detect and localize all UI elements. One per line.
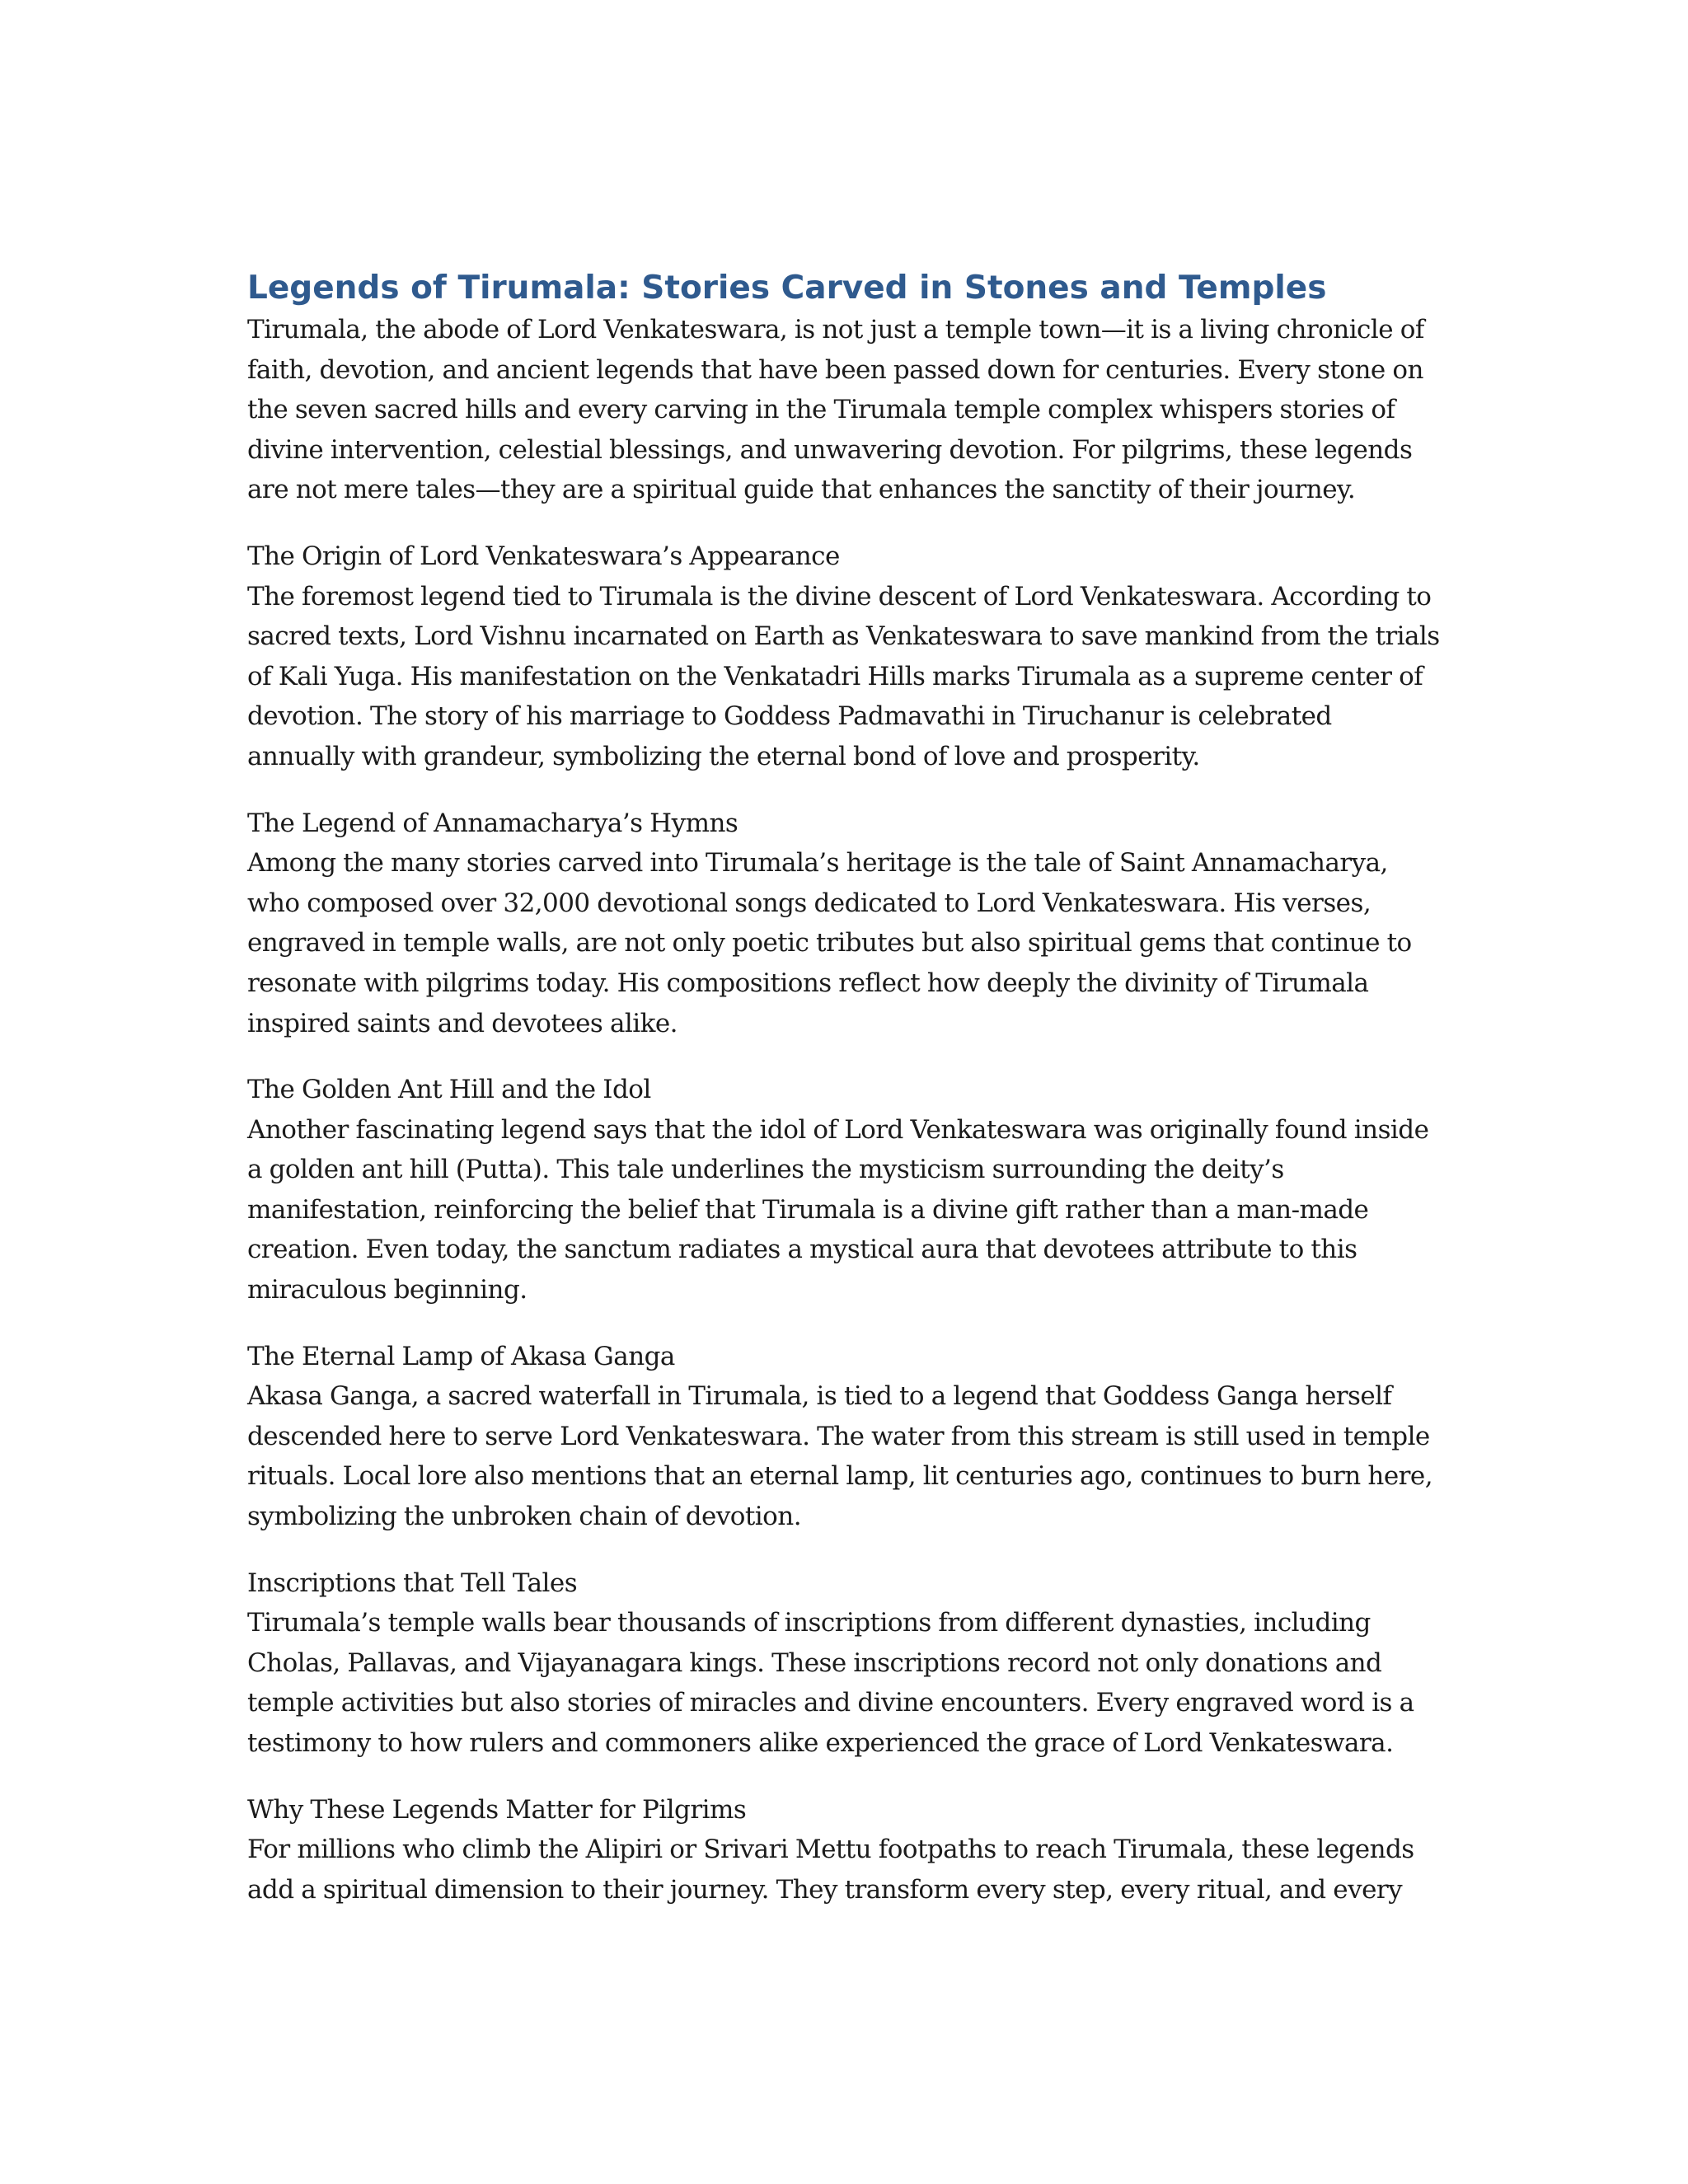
section-body: Tirumala’s temple walls bear thousands of inscriptions from different dynasties, including Cholas, Pallavas, and Vijayanagara kings. These inscriptions record not only donations and temple activities but also stories of miracles and divine encounters. Every engraved word is a testimony to how rulers and commoners alike experienced the grace of Lord Venkateswara. [247,1608,1414,1758]
section-why-legends-matter [247,1790,1442,1910]
section-golden-ant-hill [247,1070,1442,1310]
intro-paragraph: Tirumala, the abode of Lord Venkateswara, is not just a temple town—it is a living chronicle of faith, devotion, and ancient legends that have been passed down for centuries. Every stone on the seven sacred hills and every carving in the Tirumala temple complex whispers stories of divine intervention, celestial blessings, and unwavering devotion. For pilgrims, these legends are not mere tales—they are a spiritual guide that enhances the sanctity of their journey. [247,315,1424,505]
section-heading: The Legend of Annamacharya’s Hymns [247,808,738,838]
section-heading: The Golden Ant Hill and the Idol [247,1075,651,1105]
section-heading: The Eternal Lamp of Akasa Ganga [247,1341,675,1371]
document-title: Legends of Tirumala: Stories Carved in Stones and Temples [247,269,1327,307]
section-body: The foremost legend tied to Tirumala is the divine descent of Lord Venkateswara. According to sacred texts, Lord Vishnu incarnated on Earth as Venkateswara to save mankind from the trials of Kali Yuga. His manifestation on the Venkatadri Hills marks Tirumala as a supreme center of devotion. The story of his marriage to Goddess Padmavathi in Tiruchanur is celebrated annually with grandeur, symbolizing the eternal bond of love and prosperity. [247,581,1440,771]
section-body: Among the many stories carved into Tirumala’s heritage is the tale of Saint Annamacharya, who composed over 32,000 devotional songs dedicated to Lord Venkateswara. His verses, engraved in temple walls, are not only poetic tributes but also spiritual gems that continue to resonate with pilgrims today. His compositions reflect how deeply the divinity of Tirumala inspired saints and devotees alike. [247,848,1412,1038]
section-body: Another fascinating legend says that the idol of Lord Venkateswara was originally found inside a golden ant hill (Putta). This tale underlines the mysticism surrounding the deity’s manifestation, reinforcing the belief that Tirumala is a divine gift rather than a man-made creation. Even today, the sanctum radiates a mystical aura that devotees attribute to this miraculous beginning. [247,1114,1429,1305]
section-body: For millions who climb the Alipiri or Srivari Mettu footpaths to reach Tirumala, these legends add a spiritual dimension to their journey. They transform every step, every ritual, and every [247,1835,1414,1905]
section-akasa-ganga [247,1337,1442,1537]
section-inscriptions [247,1563,1442,1764]
section-annamacharya [247,804,1442,1044]
document-content [247,262,1442,1936]
section-heading: Inscriptions that Tell Tales [247,1568,578,1598]
section-body: Akasa Ganga, a sacred waterfall in Tirumala, is tied to a legend that Goddess Ganga herself descended here to serve Lord Venkateswara. The water from this stream is still used in temple rituals. Local lore also mentions that an eternal lamp, lit centuries ago, continues to burn here, symbolizing the unbroken chain of devotion. [247,1381,1432,1532]
section-origin [247,537,1442,777]
section-heading: The Origin of Lord Venkateswara’s Appearance [247,541,840,571]
section-heading: Why These Legends Matter for Pilgrims [247,1794,747,1825]
